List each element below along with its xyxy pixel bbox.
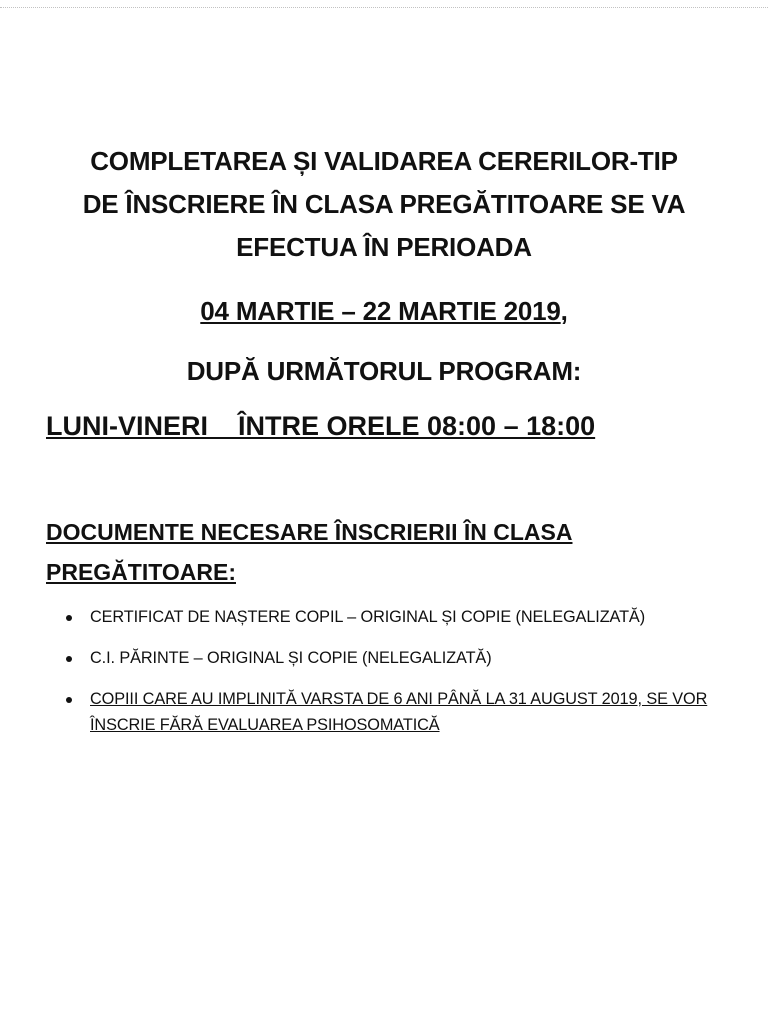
list-item-text: CERTIFICAT DE NAȘTERE COPIL – ORIGINAL ȘI COPIE (NELEGALIZATĂ) (90, 608, 646, 626)
list-item-text: COPIII CARE AU IMPLINITĂ VARSTA DE 6 ANI PÂNĂ LA 31 AUGUST 2019, SE VOR ÎNSCRIE FĂRĂ EVALUAREA PSIHOSOMATICĂ (90, 690, 708, 734)
heading-line: EFECTUA ÎN PERIOADA (236, 232, 532, 262)
program-heading: DUPĂ URMĂTORUL PROGRAM: (186, 356, 582, 386)
list-item-text: C.I. PĂRINTE – ORIGINAL ȘI COPIE (NELEGALIZATĂ) (90, 649, 492, 667)
bullet-icon (66, 656, 72, 662)
scan-edge-artifact (0, 7, 768, 8)
heading-line: DE ÎNSCRIERE ÎN CLASA PREGĂTITOARE SE VA (82, 189, 686, 219)
schedule-hours: LUNI-VINERI ÎNTRE ORELE 08:00 – 18:00 (46, 411, 596, 441)
enrollment-period (0, 290, 768, 333)
list-item (66, 645, 746, 671)
bullet-icon (66, 615, 72, 621)
list-item (66, 686, 746, 738)
heading-line: COMPLETAREA ȘI VALIDAREA CERERILOR-TIP (90, 146, 678, 176)
documents-list (66, 604, 746, 753)
announcement-heading (0, 140, 768, 269)
bullet-icon (66, 697, 72, 703)
period-suffix: , (560, 296, 568, 326)
documents-title: DOCUMENTE NECESARE ÎNSCRIERII ÎN CLASA PREGĂTITOARE: (46, 519, 573, 585)
period-dates: 04 MARTIE – 22 MARTIE 2019 (200, 296, 561, 326)
list-item (66, 604, 746, 630)
